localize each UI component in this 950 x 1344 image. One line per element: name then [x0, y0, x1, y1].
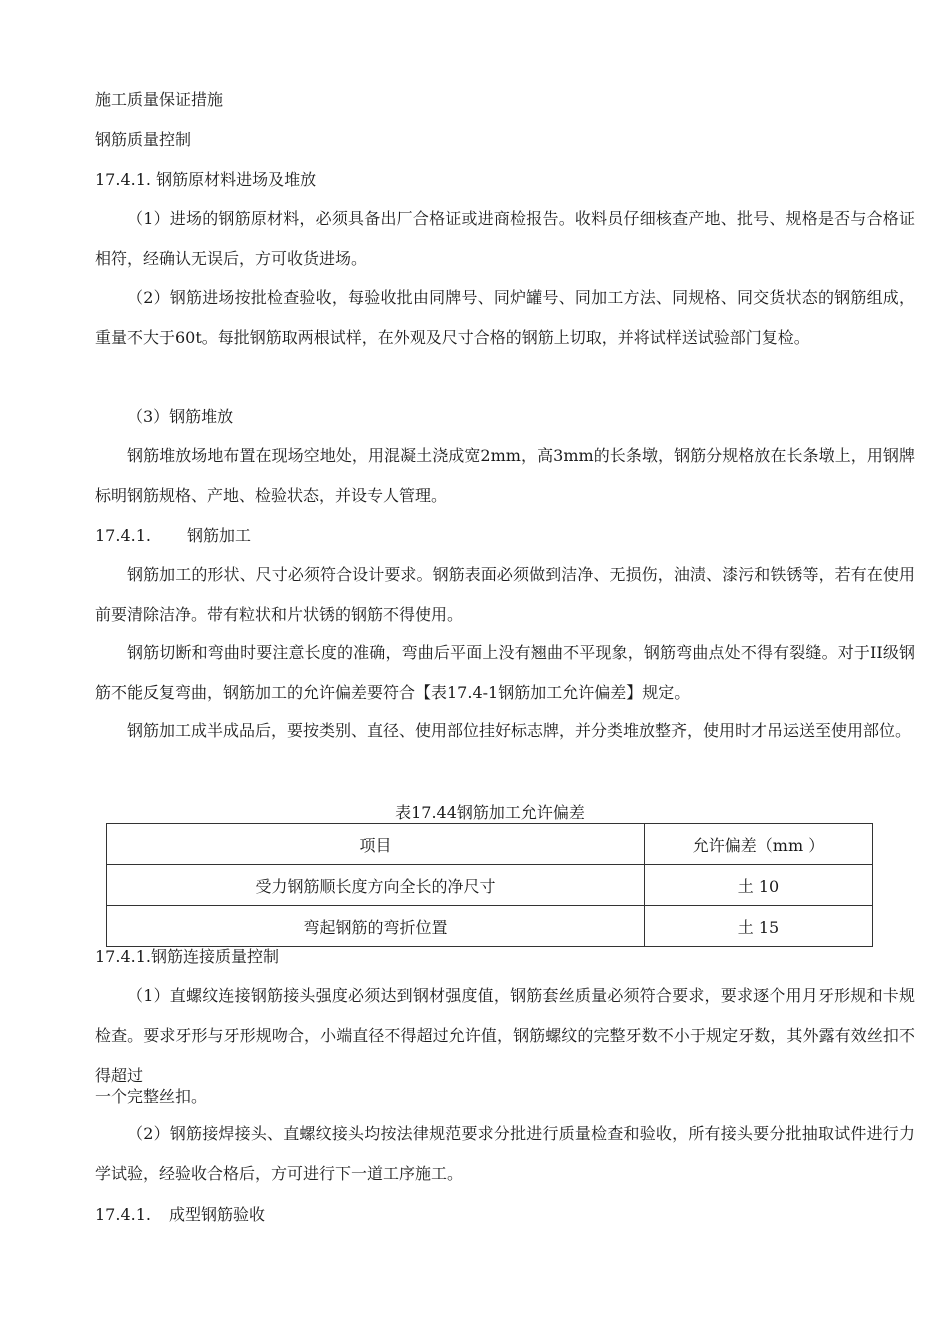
paragraph-stacking-title: （3）钢筋堆放	[127, 407, 234, 426]
table-cell: 受力钢筋顺长度方向全长的净尺寸	[107, 865, 645, 906]
paragraph-batch-acceptance: （2）钢筋进场按批检查验收，每验收批由同牌号、同炉罐号、同加工方法、同规格、同交货状态的钢筋组成，重量不大于60t。每批钢筋取两根试样，在外观及尺寸合格的钢筋上切取，并将试样送试验部门复检。	[95, 288, 915, 347]
section-title: 成型钢筋验收	[169, 1205, 266, 1224]
paragraph-thread-connection: （1）直螺纹连接钢筋接头强度必须达到钢材强度值，钢筋套丝质量必须符合要求，要求逐个用月牙形规和卡规检查。要求牙形与牙形规吻合，小端直径不得超过允许值，钢筋螺纹的完整牙数不小于规定牙数，其外露有效丝扣不得超过	[95, 986, 915, 1085]
paragraph-thread-connection-cont: 一个完整丝扣。	[95, 1087, 208, 1106]
section-title: 钢筋加工	[187, 526, 252, 545]
paragraph-cutting-bending: 钢筋切断和弯曲时要注意长度的准确，弯曲后平面上没有翘曲不平现象，钢筋弯曲点处不得有裂缝。对于II级钢筋不能反复弯曲，钢筋加工的允许偏差要符合【表17.4-1钢筋加工允许偏差】规定。	[95, 643, 915, 702]
table-cell: 土 10	[645, 865, 873, 906]
section-title: . 钢筋原材料进场及堆放	[145, 170, 317, 189]
section-number: 17.4.1.	[95, 526, 151, 545]
table-cell: 弯起钢筋的弯折位置	[107, 906, 645, 947]
table-cell: 土 15	[645, 906, 873, 947]
paragraph-joint-inspection: （2）钢筋接焊接头、直螺纹接头均按法律规范要求分批进行质量检查和验收，所有接头要分批抽取试件进行力学试验，经验收合格后，方可进行下一道工序施工。	[95, 1124, 915, 1183]
section-heading-acceptance	[95, 1205, 265, 1225]
table-row	[107, 865, 873, 906]
table-header-row	[107, 824, 873, 865]
paragraph-processing-shape: 钢筋加工的形状、尺寸必须符合设计要求。钢筋表面必须做到洁净、无损伤，油渍、漆污和铁锈等，若有在使用前要清除洁净。带有粒状和片状锈的钢筋不得使用。	[95, 565, 915, 624]
section-heading-raw-material	[95, 170, 316, 190]
section-number: 17.4.1	[95, 170, 146, 189]
heading-construction-quality: 施工质量保证措施	[95, 90, 224, 109]
table-row	[107, 906, 873, 947]
table-caption: 表17.44钢筋加工允许偏差	[395, 803, 585, 822]
table-header-cell: 项目	[107, 824, 645, 865]
section-number: 17.4.1.	[95, 1205, 151, 1224]
tolerance-table	[106, 823, 873, 947]
paragraph-incoming-inspection: （1）进场的钢筋原材料，必须具备出厂合格证或进商检报告。收料员仔细核查产地、批号、规格是否与合格证相符，经确认无误后，方可收货进场。	[95, 209, 915, 268]
section-heading-processing	[95, 526, 251, 546]
paragraph-stacking-site: 钢筋堆放场地布置在现场空地处，用混凝土浇成宽2mm，高3mm的长条墩，钢筋分规格放在长条墩上，用钢牌标明钢筋规格、产地、检验状态，并设专人管理。	[95, 446, 915, 505]
table-header-cell: 允许偏差（mm ）	[645, 824, 873, 865]
heading-rebar-quality: 钢筋质量控制	[95, 130, 192, 149]
paragraph-semi-finished: 钢筋加工成半成品后，要按类别、直径、使用部位挂好标志牌，并分类堆放整齐，使用时才吊运送至使用部位。	[127, 721, 912, 740]
section-heading-connection: 17.4.1.钢筋连接质量控制	[95, 947, 279, 966]
